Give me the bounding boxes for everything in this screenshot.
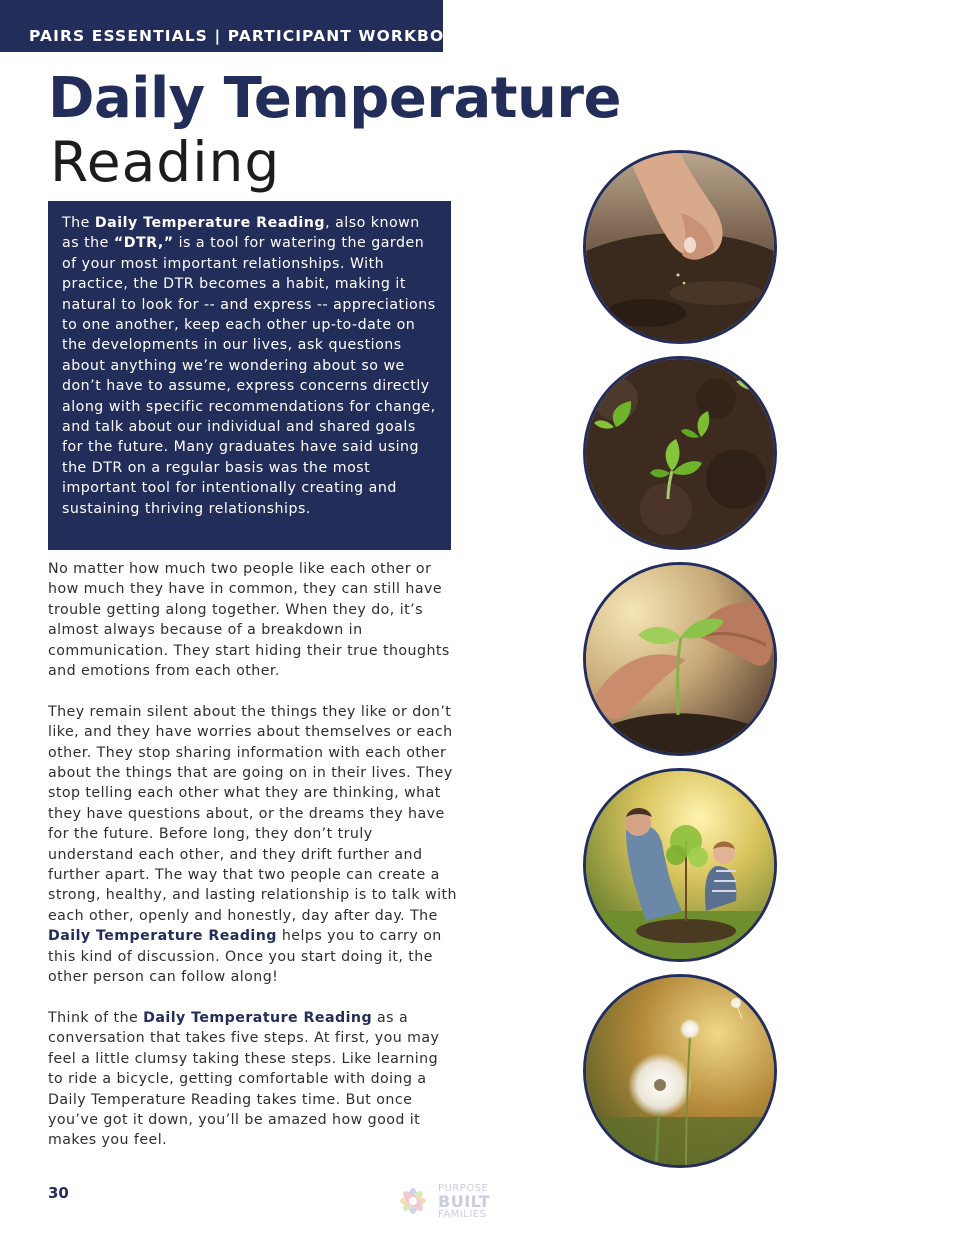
body-paragraph-3: Think of the Daily Temperature Reading as a conversation that takes five steps. At first, you may feel a little clumsy taking these steps. Like learning to ride a bicycle, getting comfortable with doing a Daily Temperature Reading takes time. But once you’ve got it down, you’ll be amazed how good it makes you feel. [48, 1009, 440, 1149]
logo-word-built: BUILT [438, 1192, 491, 1211]
body-paragraph-2: They remain silent about the things they like or don’t like, and they have worries about themselves or each other. They stop sharing information with each other about the things that are going on in their lives. They stop telling each other what they are thinking, what they have questions about, or the dreams they have for the future. Before long, they don’t truly understand each other, and they drift further and further apart. The way that two people can create a strong, healthy, and lasting relationship is to talk with each other, openly and honestly, day after day. The Daily Temperature Reading helps you to carry on this kind of discussion. Once you start doing it, the other person can follow along! [48, 703, 457, 986]
logo-word-purpose: PURPOSE [438, 1183, 489, 1194]
body-paragraph-1: No matter how much two people like each other or how much they have in common, they can still have trouble getting along together. When they do, it’s almost always because of a breakdown in communication. They start hiding their true thoughts and emotions from each other. [48, 561, 450, 680]
photo-hand-planting-seeds [583, 150, 777, 344]
callout-text: The Daily Temperature Reading, also known as the “DTR,” is a tool for watering the garden of your most important relationships. With practice, the DTR becomes a habit, making it natural to look for -- and express -- appreciations to one another, keep each other up-to-date on the developments in our lives, ask questions about anything we’re wondering about so we don’t have to assume, express concerns directly along with specific recommendations for change, and talk about our individual and shared goals for the future. Many graduates have said using the DTR on a regular basis was the most important tool for intentionally creating and sustaining thriving relationships. [62, 215, 436, 517]
header-bar [0, 0, 472, 52]
photo-dandelion [583, 974, 777, 1168]
photo-hands-protecting-sprout [583, 562, 777, 756]
body-text [48, 559, 458, 1171]
purpose-built-families-logo [392, 1180, 502, 1222]
page-title: Daily Temperature [48, 66, 621, 131]
header-label: PAIRS ESSENTIALS | PARTICIPANT WORKBOOK [29, 27, 472, 45]
flower-logo-icon [392, 1180, 434, 1222]
page-number: 30 [48, 1184, 69, 1202]
logo-word-families: FAMILIES [438, 1209, 487, 1220]
dtr-callout-box [48, 201, 451, 550]
photo-father-son-planting-tree [583, 768, 777, 962]
photo-seedlings-in-soil [583, 356, 777, 550]
page-subtitle: Reading [50, 130, 281, 194]
